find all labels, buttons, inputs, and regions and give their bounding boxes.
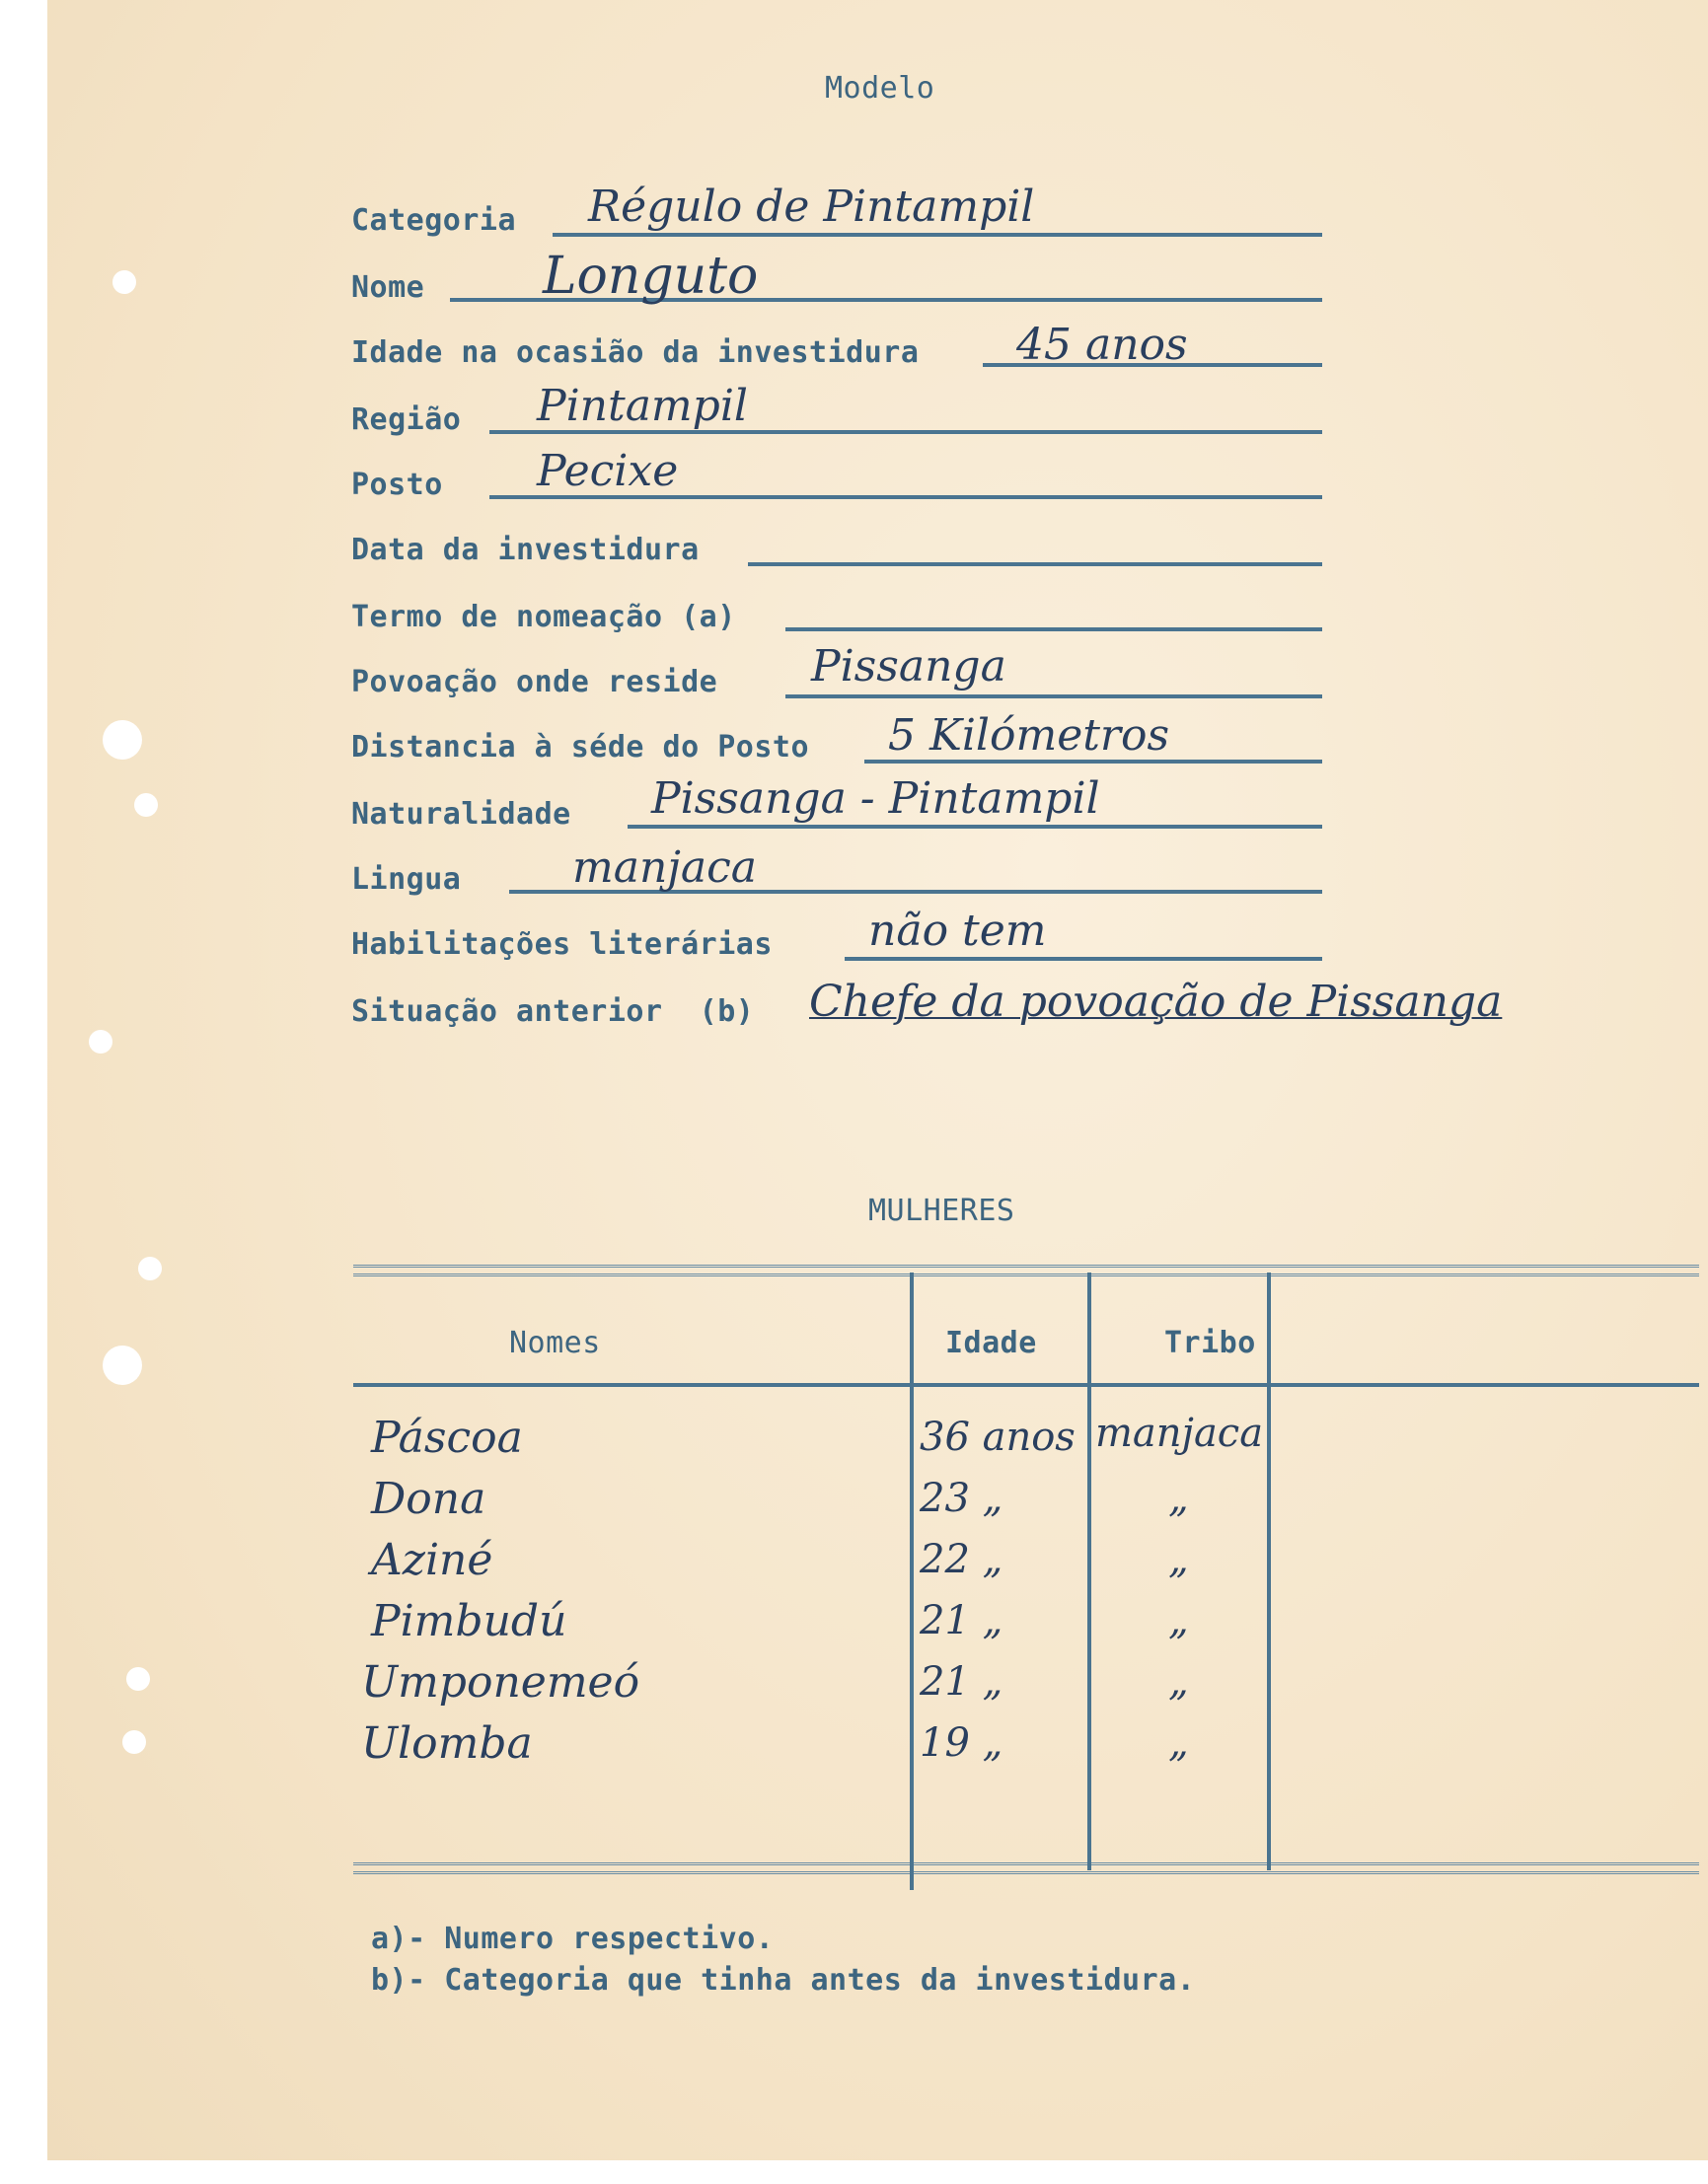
field-value-posto: Pecixe [537,446,679,496]
field-label-posto: Posto [351,468,443,502]
punch-hole [89,1030,112,1054]
field-line [785,627,1322,631]
column-header-tribo: Tribo [1164,1326,1256,1360]
field-value-idade: 45 anos [1016,320,1188,370]
footnote-b: b)- Categoria que tinha antes da investidura. [371,1963,1196,1998]
punch-hole [126,1667,150,1691]
paper-sheet [47,0,1708,2160]
field-label-termo: Termo de nomeação (a) [351,600,736,634]
field-line [785,694,1322,698]
table-cell-tribe: manjaca [1095,1411,1264,1456]
table-cell-name: Aziné [371,1535,493,1585]
table-cell-age: 21 „ [920,1598,1003,1643]
table-cell-name: Umponemeó [361,1657,640,1708]
table-cell-tribe: „ [1168,1659,1189,1705]
field-line [845,957,1322,961]
table-cell-age: 36 anos [920,1415,1076,1460]
table-column-divider [910,1273,914,1890]
field-label-distancia: Distancia à séde do Posto [351,730,810,764]
table-cell-age: 22 „ [920,1537,1003,1582]
table-cell-tribe: „ [1168,1598,1189,1643]
table-top-rule [353,1265,1699,1276]
women-heading: MULHERES [868,1194,1015,1228]
table-cell-age: 19 „ [920,1720,1003,1766]
table-cell-name: Pimbudú [371,1596,567,1646]
field-value-naturalidade: Pissanga - Pintampil [651,773,1100,824]
field-line [748,562,1322,566]
field-label-data: Data da investidura [351,533,700,567]
table-cell-name: Páscoa [371,1413,523,1463]
column-header-nomes: Nomes [509,1326,601,1360]
table-cell-age: 21 „ [920,1659,1003,1705]
table-cell-name: Dona [371,1474,486,1524]
field-value-categoria: Régulo de Pintampil [588,182,1035,232]
table-cell-tribe: „ [1168,1537,1189,1582]
table-column-divider [1267,1273,1271,1870]
table-cell-age: 23 „ [920,1476,1003,1521]
field-label-idade: Idade na ocasião da investidura [351,335,920,370]
field-line [628,825,1322,829]
field-label-nome: Nome [351,270,425,305]
field-value-habilitacoes: não tem [868,906,1047,956]
field-value-distancia: 5 Kilómetros [888,710,1170,761]
column-header-idade: Idade [945,1326,1037,1360]
punch-hole [122,1730,146,1754]
field-label-situacao: Situação anterior (b) [351,994,755,1029]
field-value-lingua: manjaca [572,842,758,893]
punch-hole [134,793,158,817]
footnote-a: a)- Numero respectivo. [371,1922,775,1956]
punch-hole [112,270,136,294]
field-label-categoria: Categoria [351,203,517,238]
table-cell-name: Ulomba [361,1718,533,1769]
field-label-naturalidade: Naturalidade [351,797,571,832]
table-cell-tribe: „ [1168,1476,1189,1521]
table-cell-tribe: „ [1168,1720,1189,1766]
field-label-povoacao: Povoação onde reside [351,665,718,699]
field-label-habilitacoes: Habilitações literárias [351,927,773,962]
form-title: Modelo [825,71,935,106]
punch-hole [138,1257,162,1280]
field-value-povoacao: Pissanga [811,641,1006,692]
table-bottom-rule [353,1862,1699,1874]
field-value-nome: Longuto [543,247,759,306]
field-label-lingua: Lingua [351,862,462,897]
field-label-regiao: Região [351,402,462,437]
punch-hole [103,720,142,760]
field-line [553,233,1322,237]
table-column-divider [1087,1273,1091,1870]
punch-hole [103,1346,142,1385]
field-value-situacao: Chefe da povoação de Pissanga [809,977,1503,1027]
table-header-rule [353,1383,1699,1387]
field-value-regiao: Pintampil [537,381,748,431]
